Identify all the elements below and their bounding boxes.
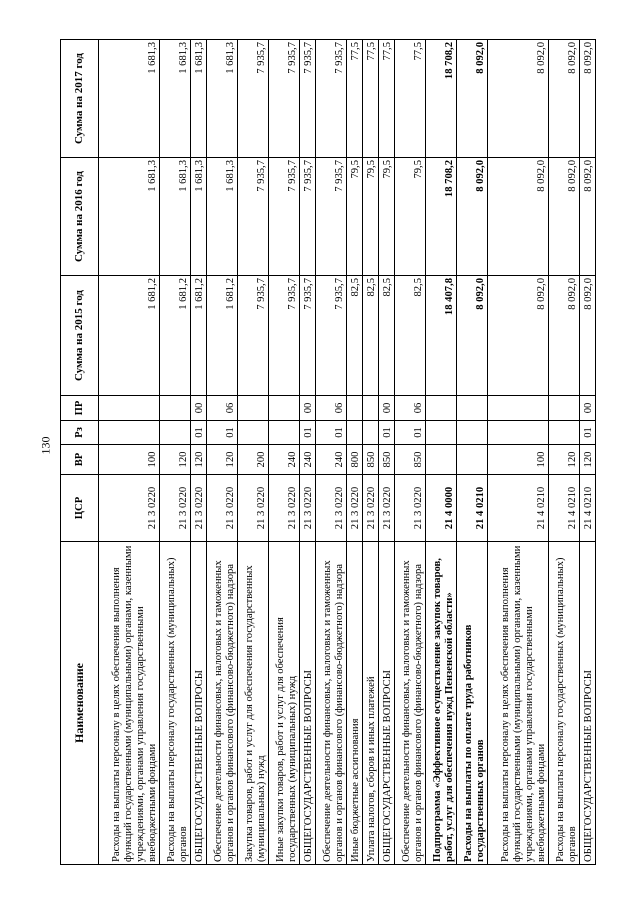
cell-vr: 120 bbox=[206, 445, 237, 475]
cell-vr: 240 bbox=[315, 445, 346, 475]
cell-csr: 21 3 0220 bbox=[378, 475, 394, 542]
header-pr: ПР bbox=[61, 396, 99, 421]
cell-sum-2015: 82,5 bbox=[346, 276, 362, 396]
table-row bbox=[190, 40, 206, 865]
cell-sum-2015: 18 407,8 bbox=[426, 276, 457, 396]
cell-name: Уплата налогов, сборов и иных платежей bbox=[362, 542, 378, 865]
cell-sum-2015: 1 681,2 bbox=[190, 276, 206, 396]
table-row bbox=[362, 40, 378, 865]
cell-sum-2015: 8 092,0 bbox=[579, 276, 595, 396]
table-row bbox=[426, 40, 457, 865]
cell-pr bbox=[268, 396, 299, 421]
cell-sum-2017: 1 681,3 bbox=[206, 40, 237, 158]
table-row bbox=[99, 40, 160, 865]
cell-csr: 21 3 0220 bbox=[237, 475, 268, 542]
cell-sum-2016: 79,5 bbox=[378, 158, 394, 276]
cell-rz: 01 bbox=[299, 421, 315, 445]
cell-name: Закупка товаров, работ и услуг для обеспечения государственных (муниципальных) нужд bbox=[237, 542, 268, 865]
cell-csr: 21 3 0220 bbox=[190, 475, 206, 542]
cell-sum-2016: 1 681,3 bbox=[206, 158, 237, 276]
cell-vr: 800 bbox=[346, 445, 362, 475]
cell-sum-2016: 18 708,2 bbox=[426, 158, 457, 276]
cell-rz bbox=[159, 421, 190, 445]
cell-sum-2015: 7 935,7 bbox=[237, 276, 268, 396]
cell-sum-2016: 1 681,3 bbox=[159, 158, 190, 276]
cell-pr bbox=[488, 396, 549, 421]
cell-pr: 06 bbox=[206, 396, 237, 421]
cell-sum-2017: 1 681,3 bbox=[99, 40, 160, 158]
cell-sum-2015: 82,5 bbox=[395, 276, 426, 396]
cell-sum-2016: 7 935,7 bbox=[299, 158, 315, 276]
cell-csr: 21 3 0220 bbox=[159, 475, 190, 542]
cell-sum-2017: 8 092,0 bbox=[579, 40, 595, 158]
cell-rz bbox=[457, 421, 488, 445]
cell-sum-2017: 77,5 bbox=[378, 40, 394, 158]
cell-vr: 120 bbox=[548, 445, 579, 475]
cell-csr: 21 4 0210 bbox=[457, 475, 488, 542]
cell-vr: 100 bbox=[488, 445, 549, 475]
cell-vr: 850 bbox=[395, 445, 426, 475]
table-row bbox=[579, 40, 595, 865]
cell-sum-2016: 8 092,0 bbox=[457, 158, 488, 276]
table-row bbox=[315, 40, 346, 865]
cell-sum-2017: 8 092,0 bbox=[488, 40, 549, 158]
cell-vr: 120 bbox=[159, 445, 190, 475]
cell-pr: 06 bbox=[395, 396, 426, 421]
cell-name: Иные бюджетные ассигнования bbox=[346, 542, 362, 865]
cell-sum-2015: 8 092,0 bbox=[548, 276, 579, 396]
table-header-row bbox=[61, 40, 99, 865]
cell-name: ОБЩЕГОСУДАРСТВЕННЫЕ ВОПРОСЫ bbox=[579, 542, 595, 865]
cell-sum-2016: 1 681,3 bbox=[99, 158, 160, 276]
cell-sum-2016: 7 935,7 bbox=[268, 158, 299, 276]
cell-sum-2015: 7 935,7 bbox=[268, 276, 299, 396]
cell-rz: 01 bbox=[190, 421, 206, 445]
cell-sum-2017: 77,5 bbox=[346, 40, 362, 158]
cell-vr: 120 bbox=[579, 445, 595, 475]
cell-pr bbox=[99, 396, 160, 421]
cell-vr: 240 bbox=[299, 445, 315, 475]
cell-name: ОБЩЕГОСУДАРСТВЕННЫЕ ВОПРОСЫ bbox=[299, 542, 315, 865]
cell-name: ОБЩЕГОСУДАРСТВЕННЫЕ ВОПРОСЫ bbox=[378, 542, 394, 865]
cell-name: ОБЩЕГОСУДАРСТВЕННЫЕ ВОПРОСЫ bbox=[190, 542, 206, 865]
cell-name: Расходы на выплаты персоналу государственных (муниципальных) органов bbox=[548, 542, 579, 865]
cell-csr: 21 3 0220 bbox=[99, 475, 160, 542]
cell-sum-2016: 79,5 bbox=[362, 158, 378, 276]
cell-sum-2017: 8 092,0 bbox=[457, 40, 488, 158]
cell-pr: 00 bbox=[299, 396, 315, 421]
cell-rz: 01 bbox=[206, 421, 237, 445]
cell-sum-2015: 7 935,7 bbox=[299, 276, 315, 396]
cell-name: Обеспечение деятельности финансовых, налоговых и таможенных органов и органов финансового (финансово-бюджетного) надзора bbox=[395, 542, 426, 865]
cell-name: Иные закупки товаров, работ и услуг для обеспечения государственных (муниципальных) нужд bbox=[268, 542, 299, 865]
cell-sum-2017: 77,5 bbox=[395, 40, 426, 158]
table-row bbox=[378, 40, 394, 865]
cell-rz bbox=[99, 421, 160, 445]
page-number: 130 bbox=[38, 436, 53, 455]
cell-sum-2016: 79,5 bbox=[395, 158, 426, 276]
cell-sum-2015: 7 935,7 bbox=[315, 276, 346, 396]
cell-pr: 00 bbox=[378, 396, 394, 421]
cell-pr bbox=[548, 396, 579, 421]
cell-sum-2017: 8 092,0 bbox=[548, 40, 579, 158]
cell-vr: 200 bbox=[237, 445, 268, 475]
cell-pr bbox=[237, 396, 268, 421]
cell-pr bbox=[426, 396, 457, 421]
cell-rz: 01 bbox=[315, 421, 346, 445]
cell-csr: 21 3 0220 bbox=[299, 475, 315, 542]
cell-sum-2016: 8 092,0 bbox=[579, 158, 595, 276]
table-row bbox=[237, 40, 268, 865]
cell-vr: 240 bbox=[268, 445, 299, 475]
cell-rz: 01 bbox=[378, 421, 394, 445]
cell-vr: 850 bbox=[362, 445, 378, 475]
cell-name: Расходы на выплаты персоналу в целях обеспечения выполнения функций государственными (муниципальными) органами, казенными учреждениями, органами управления государственными внебюджетными фондами bbox=[488, 542, 549, 865]
cell-rz bbox=[268, 421, 299, 445]
cell-vr: 120 bbox=[190, 445, 206, 475]
cell-sum-2017: 1 681,3 bbox=[190, 40, 206, 158]
header-name: Наименование bbox=[61, 542, 99, 865]
cell-rz: 01 bbox=[579, 421, 595, 445]
cell-csr: 21 3 0220 bbox=[206, 475, 237, 542]
table-row bbox=[548, 40, 579, 865]
cell-rz bbox=[548, 421, 579, 445]
cell-csr: 21 3 0220 bbox=[362, 475, 378, 542]
cell-csr: 21 4 0210 bbox=[488, 475, 549, 542]
cell-sum-2016: 8 092,0 bbox=[548, 158, 579, 276]
cell-sum-2015: 1 681,2 bbox=[159, 276, 190, 396]
cell-rz bbox=[426, 421, 457, 445]
table-row bbox=[299, 40, 315, 865]
cell-csr: 21 4 0210 bbox=[579, 475, 595, 542]
header-sum-2016: Сумма на 2016 год bbox=[61, 158, 99, 276]
table-row bbox=[395, 40, 426, 865]
cell-vr bbox=[457, 445, 488, 475]
cell-pr: 06 bbox=[315, 396, 346, 421]
cell-csr: 21 4 0000 bbox=[426, 475, 457, 542]
cell-name: Обеспечение деятельности финансовых, налоговых и таможенных органов и органов финансового (финансово-бюджетного) надзора bbox=[206, 542, 237, 865]
cell-vr: 850 bbox=[378, 445, 394, 475]
cell-vr bbox=[426, 445, 457, 475]
cell-sum-2017: 7 935,7 bbox=[237, 40, 268, 158]
cell-pr: 00 bbox=[190, 396, 206, 421]
cell-name: Расходы на выплаты персоналу государственных (муниципальных) органов bbox=[159, 542, 190, 865]
cell-rz bbox=[362, 421, 378, 445]
cell-sum-2015: 82,5 bbox=[362, 276, 378, 396]
cell-sum-2015: 1 681,2 bbox=[206, 276, 237, 396]
cell-pr: 00 bbox=[579, 396, 595, 421]
cell-sum-2017: 1 681,3 bbox=[159, 40, 190, 158]
cell-sum-2017: 18 708,2 bbox=[426, 40, 457, 158]
header-sum-2015: Сумма на 2015 год bbox=[61, 276, 99, 396]
cell-name: Расходы на выплаты по оплате труда работников государственных органов bbox=[457, 542, 488, 865]
cell-sum-2017: 7 935,7 bbox=[299, 40, 315, 158]
header-vr: ВР bbox=[61, 445, 99, 475]
cell-rz bbox=[346, 421, 362, 445]
cell-sum-2016: 7 935,7 bbox=[237, 158, 268, 276]
cell-sum-2016: 79,5 bbox=[346, 158, 362, 276]
cell-sum-2015: 8 092,0 bbox=[457, 276, 488, 396]
table-row bbox=[268, 40, 299, 865]
header-rz: Рз bbox=[61, 421, 99, 445]
cell-sum-2015: 82,5 bbox=[378, 276, 394, 396]
cell-sum-2015: 1 681,2 bbox=[99, 276, 160, 396]
cell-rz: 01 bbox=[395, 421, 426, 445]
cell-csr: 21 4 0210 bbox=[548, 475, 579, 542]
cell-sum-2016: 7 935,7 bbox=[315, 158, 346, 276]
cell-sum-2016: 8 092,0 bbox=[488, 158, 549, 276]
cell-csr: 21 3 0220 bbox=[346, 475, 362, 542]
cell-sum-2017: 7 935,7 bbox=[268, 40, 299, 158]
cell-sum-2017: 77,5 bbox=[362, 40, 378, 158]
cell-csr: 21 3 0220 bbox=[395, 475, 426, 542]
header-csr: ЦСР bbox=[61, 475, 99, 542]
cell-sum-2016: 1 681,3 bbox=[190, 158, 206, 276]
table-row bbox=[159, 40, 190, 865]
table-row bbox=[346, 40, 362, 865]
cell-pr bbox=[346, 396, 362, 421]
cell-rz bbox=[237, 421, 268, 445]
cell-name: Расходы на выплаты персоналу в целях обеспечения выполнения функций государственными (муниципальными) органами, казенными учреждениями, органами управления государственными внебюджетными фондами bbox=[99, 542, 160, 865]
rotated-page bbox=[60, 40, 596, 865]
cell-name: Обеспечение деятельности финансовых, налоговых и таможенных органов и органов финансового (финансово-бюджетного) надзора bbox=[315, 542, 346, 865]
cell-csr: 21 3 0220 bbox=[268, 475, 299, 542]
cell-sum-2017: 7 935,7 bbox=[315, 40, 346, 158]
cell-vr: 100 bbox=[99, 445, 160, 475]
cell-csr: 21 3 0220 bbox=[315, 475, 346, 542]
cell-pr bbox=[159, 396, 190, 421]
table-row bbox=[488, 40, 549, 865]
cell-pr bbox=[362, 396, 378, 421]
header-sum-2017: Сумма на 2017 год bbox=[61, 40, 99, 158]
table-row bbox=[206, 40, 237, 865]
cell-rz bbox=[488, 421, 549, 445]
budget-table bbox=[60, 39, 596, 865]
cell-pr bbox=[457, 396, 488, 421]
table-row bbox=[457, 40, 488, 865]
cell-sum-2015: 8 092,0 bbox=[488, 276, 549, 396]
cell-name: Подпрограмма «Эффективное осуществление закупок товаров, работ, услуг для обеспечения нужд Пензенской области» bbox=[426, 542, 457, 865]
